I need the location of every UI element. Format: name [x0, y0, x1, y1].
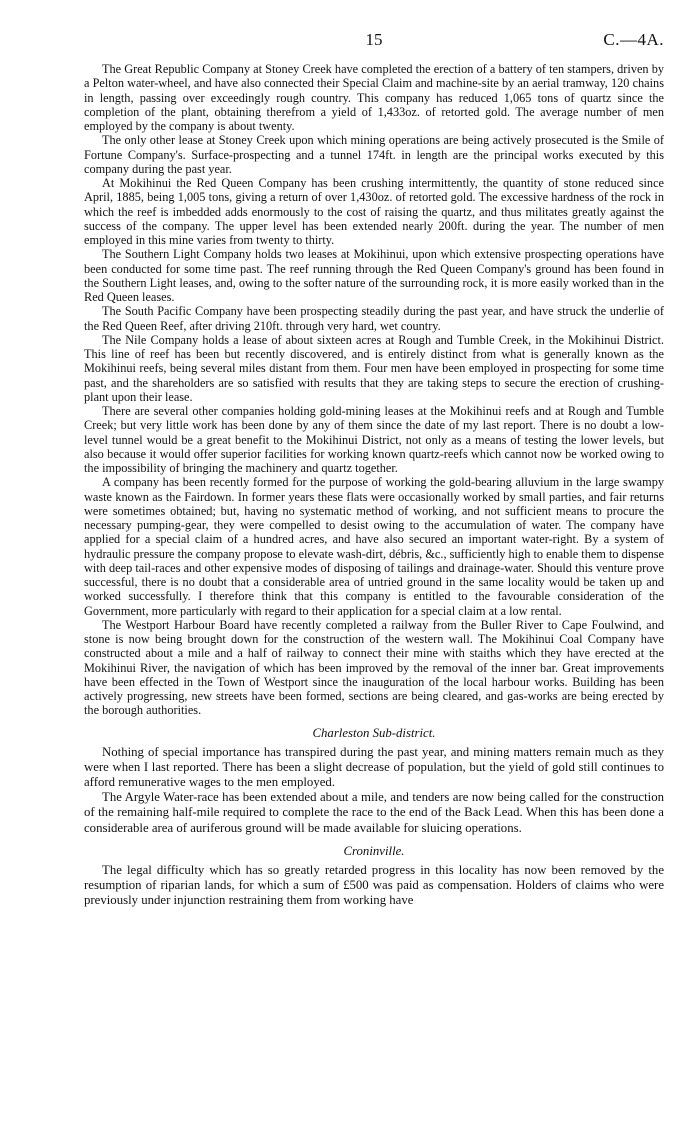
paragraph-other-companies: There are several other companies holding gold-mining leases at the Mokihinui reefs and at Rough and Tumble Creek; but very little work has been done by any of them since the date of my last report. There is no doubt a low-level tunnel would be a great benefit to the Mokihinui District, not only as a means of testing the lower levels, but also because it would offer superior facilities for working known quartz-reefs which cannot now be worked owing to the impossibility of bringing the machinery and quartz together. [84, 404, 664, 475]
paper-reference: C.—4A. [603, 30, 664, 49]
section-heading-charleston: Charleston Sub-district. [312, 725, 436, 740]
page-number: 15 [365, 30, 383, 49]
paragraph-westport-harbour: The Westport Harbour Board have recently completed a railway from the Buller River to Cape Foulwind, and stone is now being brought down for the construction of the western wall. The Mokihinui Coal Company have constructed about a mile and a half of railway to connect their mine with staiths which they have erected at the Mokihinui River, the navigation of which has been improved by the removal of the inner bar. Great improvements have been effected in the Town of Westport since the inauguration of the local harbour works. Building has been actively progressing, new streets have been formed, sections are being cleared, and gas-works are being erected by the borough authorities. [84, 617, 664, 718]
paragraph-fairdown: A company has been recently formed for the purpose of working the gold-bearing alluvium in the large swampy waste known as the Fairdown. In former years these flats were occasionally worked by small parties, and fair returns were sometimes obtained; but, having no systematic method of working, and not sufficient means to procure the necessary pumping-gear, they were compelled to desist owing to the accumulation of water. The company have applied for a special claim of a hundred acres, and have also secured an important water-right. By a system of hydraulic pressure the company propose to elevate wash-dirt, débris, &c., sufficiently high to enable them to dispense with deep tail-races and other expensive modes of disposing of tailings and drainage-water. Should this venture prove successful, there is no doubt that a considerable area of untried ground in the same locality would be taken up and worked successfully. I therefore think that this company is entitled to the favourable consideration of the Government, more particularly with regard to their application for a special claim at a low rental. [84, 475, 664, 618]
page-header [84, 30, 664, 52]
charleston-section [84, 726, 664, 836]
paragraph-croninville: The legal difficulty which has so greatly retarded progress in this locality has now been removed by the resumption of riparian lands, for which a sum of £500 was paid as compensation. Holders of claims who were previously under injunction restraining them from working have [84, 862, 664, 908]
paragraph-nile-company: The Nile Company holds a lease of about sixteen acres at Rough and Tumble Creek, in the Mokihinui District. This line of reef has been but recently discovered, and is entirely distinct from what is generally known as the Mokihinui reefs, being several miles distant from them. Four men have been employed in prospecting for some time past, and the shareholders are so satisfied with results that they are taking steps to secure the erection of crushing-plant upon their lease. [84, 332, 664, 404]
croninville-section [84, 844, 664, 909]
section-heading-croninville: Croninville. [343, 843, 405, 858]
paragraph-argyle-water-race: The Argyle Water-race has been extended about a mile, and tenders are now being called for the construction of the remaining half-mile required to complete the race to the end of the Back Lead. When this has been done a considerable area of auriferous ground will be made available for sluicing operations. [84, 790, 664, 835]
paragraph-southern-light: The Southern Light Company holds two leases at Mokihinui, upon which extensive prospecting operations have been conducted for some time past. The reef running through the Red Queen Company's ground has been found in the Southern Light leases, and, owing to the softer nature of the surrounding rock, it is more easily worked than in the Red Queen leases. [84, 247, 664, 304]
paragraph-great-republic: The Great Republic Company at Stoney Creek have completed the erection of a battery of ten stampers, driven by a Pelton water-wheel, and have also connected their Special Claim and machine-site by an aerial tramway, 120 chains in length, passing over exceedingly rough country. This company has reduced 1,065 tons of quartz since the completion of the plant, obtaining therefrom a yield of 1,433oz. of retorted gold. The average number of men employed by the company is about twenty. [84, 62, 664, 133]
paragraph-red-queen: At Mokihinui the Red Queen Company has been crushing intermittently, the quantity of stone reduced since April, 1885, being 1,005 tons, giving a return of over 1,430oz. of retorted gold. The excessive hardness of the rock in which the reef is imbedded adds enormously to the cost of raising the quartz, and thus militates greatly against the success of the company. The upper level has been extended nearly 200ft. during the year. The number of men employed in this mine varies from twenty to thirty. [84, 176, 664, 247]
main-text [84, 62, 664, 908]
paragraph-south-pacific: The South Pacific Company have been prospecting steadily during the past year, and have struck the underlie of the Red Queen Reef, after driving 210ft. through very hard, wet country. [84, 304, 664, 333]
paragraph-charleston-general: Nothing of special importance has transpired during the past year, and mining matters remain much as they were when I last reported. There has been a slight decrease of population, but the yield of gold still continues to afford remunerative wages to the men employed. [84, 744, 664, 789]
paragraph-smile-of-fortune: The only other lease at Stoney Creek upon which mining operations are being actively prosecuted is the Smile of Fortune Company's. Surface-prospecting and a tunnel 174ft. in length are the principal works executed by this company during the past year. [84, 133, 664, 176]
